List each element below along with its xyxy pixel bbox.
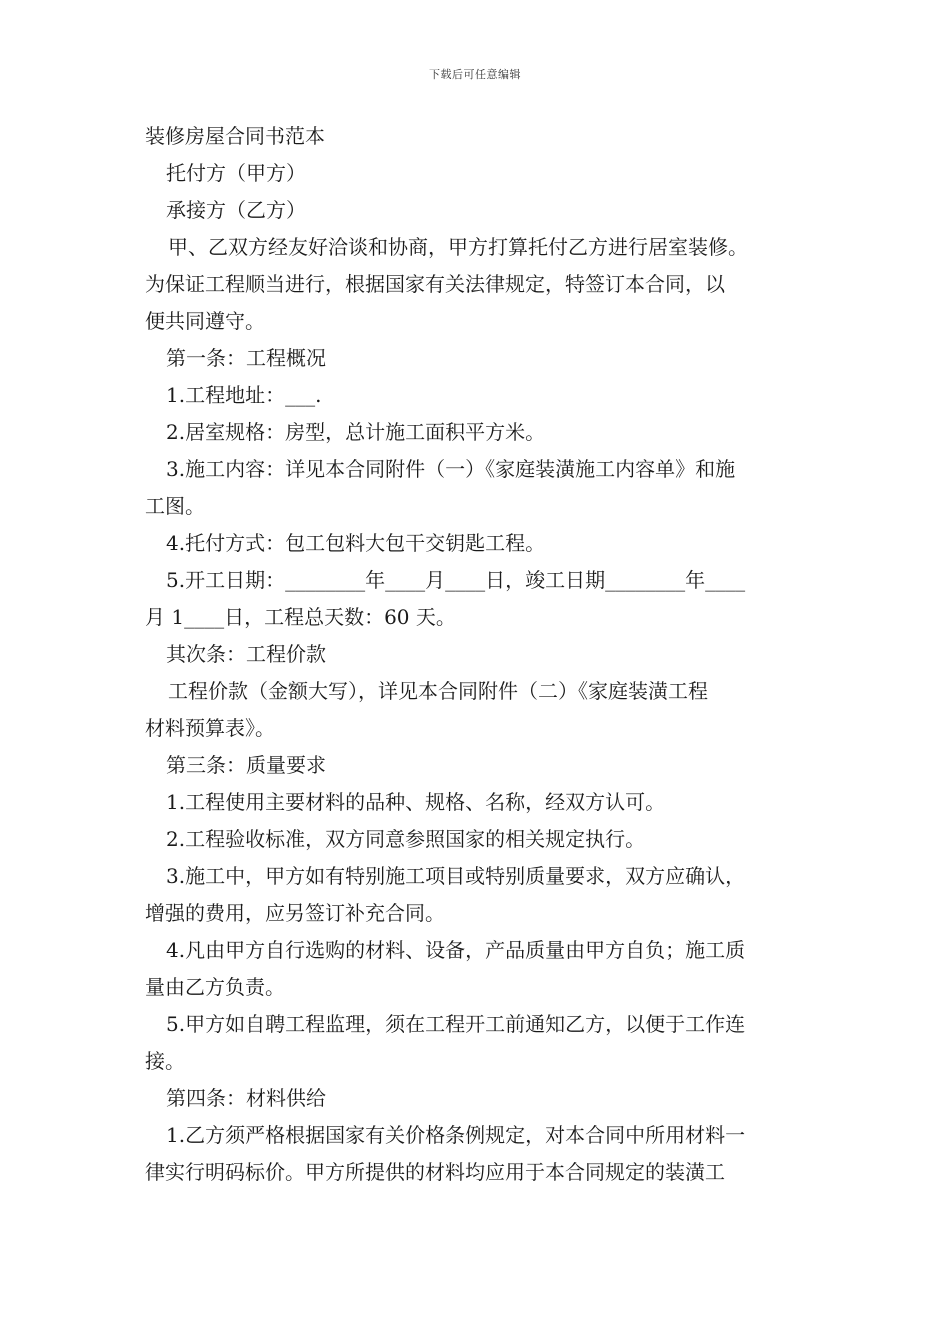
paragraph-line: 3.施工内容：详见本合同附件（一）《家庭装潢施工内容单》和施 [166,457,736,481]
paragraph-line: 为保证工程顺当进行，根据国家有关法律规定，特签订本合同，以 [145,272,725,296]
page-header-note: 下载后可任意编辑 [429,68,521,81]
paragraph-line: 2.工程验收标准，双方同意参照国家的相关规定执行。 [166,827,646,851]
paragraph-line: 接。 [145,1049,185,1073]
paragraph-line: 1.工程使用主要材料的品种、规格、名称，经双方认可。 [166,790,666,814]
paragraph-line: 2.居室规格：房型，总计施工面积平方米。 [166,420,546,444]
paragraph-line: 4.托付方式：包工包料大包干交钥匙工程。 [166,531,546,555]
paragraph-line: 1.乙方须严格根据国家有关价格条例规定，对本合同中所用材料一 [166,1123,746,1147]
paragraph-line: 甲、乙双方经友好洽谈和协商，甲方打算托付乙方进行居室装修。 [168,235,748,259]
paragraph-line: 工程价款（金额大写），详见本合同附件（二）《家庭装潢工程 [168,679,708,703]
section-heading: 第三条：质量要求 [166,753,326,777]
paragraph-line: 便共同遵守。 [145,309,265,333]
section-heading: 第四条：材料供给 [166,1086,326,1110]
paragraph-line: 材料预算表》。 [145,716,275,740]
document-body [145,118,815,1191]
paragraph-line: 量由乙方负责。 [145,975,285,999]
paragraph-line: 月 1____日，工程总天数：60 天。 [145,605,456,629]
section-heading: 其次条：工程价款 [166,642,326,666]
paragraph-line: 工图。 [145,494,205,518]
paragraph-line: 3.施工中，甲方如有特别施工项目或特别质量要求，双方应确认， [166,864,746,888]
paragraph-line: 律实行明码标价。甲方所提供的材料均应用于本合同规定的装潢工 [145,1160,725,1184]
paragraph-line: 5.开工日期：________年____月____日，竣工日期________年____ [166,568,746,592]
paragraph-line: 增强的费用，应另签订补充合同。 [145,901,445,925]
paragraph-line: 承接方（乙方） [166,198,306,222]
document-title: 装修房屋合同书范本 [145,124,325,148]
paragraph-line: 1.工程地址：___. [166,383,322,407]
section-heading: 第一条：工程概况 [166,346,326,370]
paragraph-line: 托付方（甲方） [166,161,306,185]
paragraph-line: 5.甲方如自聘工程监理，须在工程开工前通知乙方，以便于工作连 [166,1012,746,1036]
paragraph-line: 4.凡由甲方自行选购的材料、设备，产品质量由甲方自负；施工质 [166,938,746,962]
